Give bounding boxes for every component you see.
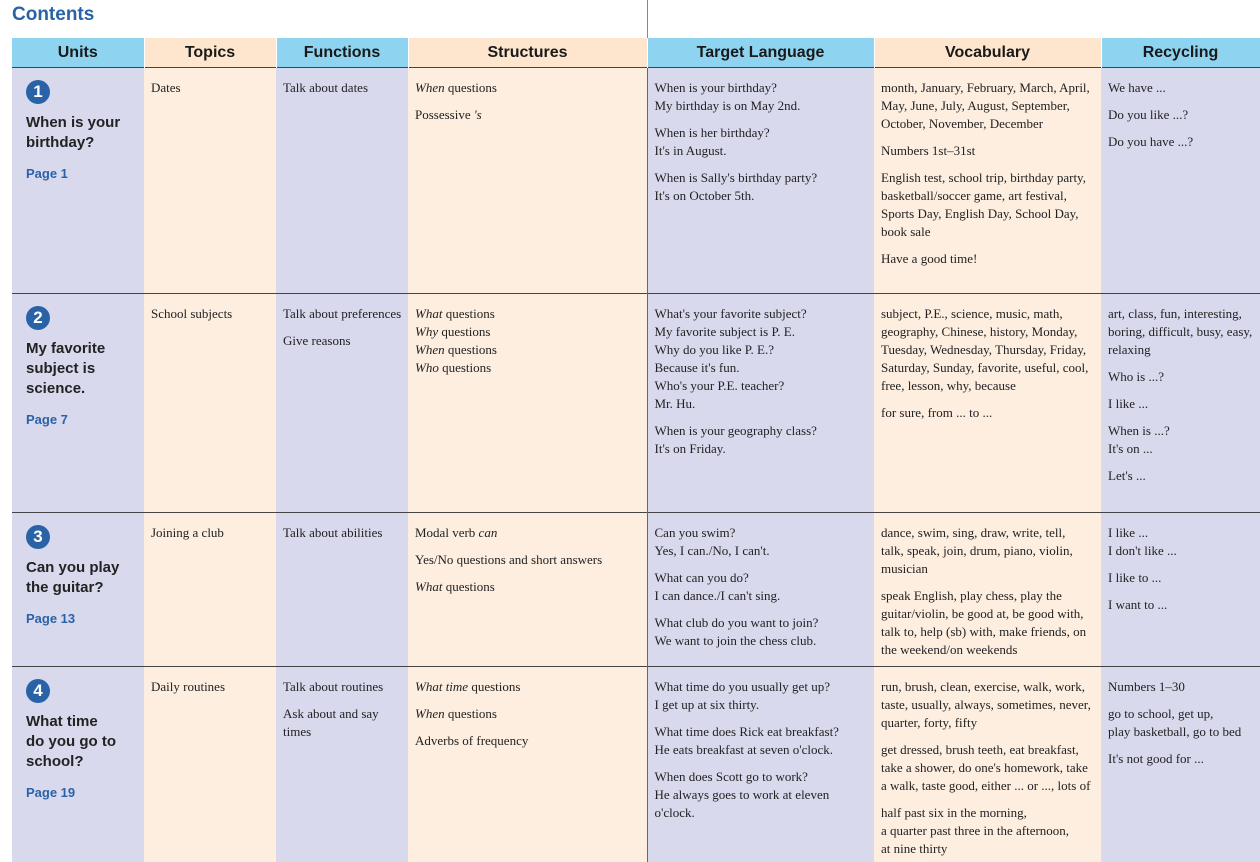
vocabulary-group (881, 305, 1095, 395)
vocabulary-line: talk, speak, join, drum, piano, violin, (881, 542, 1095, 560)
recycling-group (1108, 467, 1254, 485)
target-language-line: My birthday is on May 2nd. (655, 97, 869, 115)
functions-cell (276, 68, 408, 294)
unit-title (26, 339, 138, 399)
target-language-line: What time does Rick eat breakfast? (655, 723, 869, 741)
target-language-line: My favorite subject is P. E. (655, 323, 869, 341)
target-language-line: I get up at six thirty. (655, 696, 869, 714)
structure-text: questions (442, 579, 494, 594)
structure-item (415, 359, 641, 377)
header-recycling: Recycling (1101, 38, 1260, 68)
recycling-line: Numbers 1–30 (1108, 678, 1254, 696)
vocabulary-line: speak English, play chess, play the (881, 587, 1095, 605)
header-target-language: Target Language (647, 38, 874, 68)
structure-italic: 's (474, 107, 482, 122)
target-language-line: I can dance./I can't sing. (655, 587, 869, 605)
unit-title-line: science. (26, 379, 138, 399)
recycling-group (1108, 368, 1254, 386)
structure-italic: Why (415, 324, 438, 339)
vocabulary-group (881, 142, 1095, 160)
target-language-line: We want to join the chess club. (655, 632, 869, 650)
target-language-line: It's on Friday. (655, 440, 869, 458)
structure-text: questions (445, 706, 497, 721)
unit-title (26, 712, 138, 772)
recycling-line: boring, difficult, busy, easy, (1108, 323, 1254, 341)
units-cell (12, 513, 144, 667)
unit-title-line: birthday? (26, 133, 138, 153)
unit-title-line: do you go to (26, 732, 138, 752)
vocabulary-group (881, 524, 1095, 578)
target-language-line: What time do you usually get up? (655, 678, 869, 696)
structure-italic: can (479, 525, 498, 540)
structures-cell (408, 294, 647, 513)
unit-title (26, 113, 138, 153)
vocabulary-line: for sure, from ... to ... (881, 404, 1095, 422)
recycling-group (1108, 524, 1254, 560)
unit-title-line: Can you play (26, 558, 138, 578)
header-vocabulary: Vocabulary (874, 38, 1101, 68)
vocabulary-line: half past six in the morning, (881, 804, 1095, 822)
vocabulary-line: talk to, help (sb) with, make friends, on (881, 623, 1095, 641)
structure-text: Adverbs of frequency (415, 733, 528, 748)
header-row (12, 38, 1260, 68)
target-language-group (655, 79, 869, 115)
header-topics: Topics (144, 38, 276, 68)
recycling-group (1108, 79, 1254, 97)
topic-cell: Dates (144, 68, 276, 294)
target-language-group (655, 614, 869, 650)
recycling-line: I don't like ... (1108, 542, 1254, 560)
vocabulary-line: dance, swim, sing, draw, write, tell, (881, 524, 1095, 542)
structure-italic: When (415, 342, 445, 357)
recycling-line: I like ... (1108, 395, 1254, 413)
vocabulary-line: free, lesson, why, because (881, 377, 1095, 395)
target-language-line: What's your favorite subject? (655, 305, 869, 323)
vocabulary-line: Saturday, Sunday, favorite, useful, cool, (881, 359, 1095, 377)
target-language-cell (647, 68, 874, 294)
target-language-line: Why do you like P. E.? (655, 341, 869, 359)
structure-item (415, 705, 641, 723)
target-language-line: What club do you want to join? (655, 614, 869, 632)
structure-italic: When (415, 706, 445, 721)
vocabulary-line: Tuesday, Wednesday, Thursday, Friday, (881, 341, 1095, 359)
recycling-group (1108, 422, 1254, 458)
structure-italic: What (415, 579, 442, 594)
vocabulary-line: the weekend/on weekends (881, 641, 1095, 659)
vocabulary-line: a walk, taste good, either ... or ..., lots of (881, 777, 1095, 795)
functions-cell (276, 294, 408, 513)
target-language-line: It's on October 5th. (655, 187, 869, 205)
target-language-line: Because it's fun. (655, 359, 869, 377)
vocabulary-line: month, January, February, March, April, (881, 79, 1095, 97)
vocabulary-line: geography, Chinese, history, Monday, (881, 323, 1095, 341)
vocabulary-line: musician (881, 560, 1095, 578)
unit-title-line: What time (26, 712, 138, 732)
functions-cell (276, 667, 408, 862)
structure-item (415, 524, 641, 542)
recycling-group (1108, 305, 1254, 359)
structure-italic: Who (415, 360, 439, 375)
target-language-line: He always goes to work at eleven (655, 786, 869, 804)
recycling-cell (1101, 294, 1260, 513)
target-language-line: Yes, I can./No, I can't. (655, 542, 869, 560)
vocabulary-line: May, June, July, August, September, (881, 97, 1095, 115)
function-item: Give reasons (283, 332, 402, 350)
recycling-line: It's not good for ... (1108, 750, 1254, 768)
function-item: Talk about dates (283, 79, 402, 97)
target-language-group (655, 305, 869, 413)
vocabulary-line: run, brush, clean, exercise, walk, work, (881, 678, 1095, 696)
target-language-group (655, 768, 869, 822)
recycling-line: I like to ... (1108, 569, 1254, 587)
vocabulary-line: October, November, December (881, 115, 1095, 133)
structure-text: questions (438, 324, 490, 339)
recycling-line: go to school, get up, (1108, 705, 1254, 723)
structure-text: Modal verb (415, 525, 479, 540)
structure-text: questions (445, 80, 497, 95)
units-cell (12, 68, 144, 294)
target-language-line: When is your birthday? (655, 79, 869, 97)
target-language-cell (647, 667, 874, 862)
vocabulary-group (881, 169, 1095, 241)
topic-cell: Daily routines (144, 667, 276, 862)
recycling-line: play basketball, go to bed (1108, 723, 1254, 741)
target-language-line: When is her birthday? (655, 124, 869, 142)
unit-title-line: When is your (26, 113, 138, 133)
target-language-cell (647, 294, 874, 513)
structure-italic: What time (415, 679, 468, 694)
recycling-group (1108, 133, 1254, 151)
structure-item (415, 551, 641, 569)
target-language-cell (647, 513, 874, 667)
unit-row-2 (12, 294, 1260, 513)
vocabulary-line: at nine thirty (881, 840, 1095, 858)
header-units: Units (12, 38, 144, 68)
vocabulary-cell (874, 68, 1101, 294)
vocabulary-line: quarter, forty, fifty (881, 714, 1095, 732)
topic-cell: School subjects (144, 294, 276, 513)
function-item: Ask about and say times (283, 705, 402, 741)
page-divider (647, 0, 648, 38)
target-language-group (655, 569, 869, 605)
structures-cell (408, 513, 647, 667)
recycling-group (1108, 705, 1254, 741)
structure-item (415, 732, 641, 750)
structure-text: Possessive (415, 107, 474, 122)
recycling-group (1108, 395, 1254, 413)
function-item: Talk about abilities (283, 524, 402, 542)
unit-number-badge: 3 (26, 525, 50, 549)
function-item: Talk about preferences (283, 305, 402, 323)
vocabulary-cell (874, 667, 1101, 862)
vocabulary-group (881, 804, 1095, 858)
structure-item (415, 578, 641, 596)
target-language-line: Mr. Hu. (655, 395, 869, 413)
recycling-line: Who is ...? (1108, 368, 1254, 386)
recycling-group (1108, 596, 1254, 614)
unit-title (26, 558, 138, 598)
recycling-cell (1101, 513, 1260, 667)
structures-cell (408, 68, 647, 294)
target-language-line: He eats breakfast at seven o'clock. (655, 741, 869, 759)
target-language-line: Who's your P.E. teacher? (655, 377, 869, 395)
vocabulary-line: take a shower, do one's homework, take (881, 759, 1095, 777)
unit-row-4 (12, 667, 1260, 862)
vocabulary-line: get dressed, brush teeth, eat breakfast, (881, 741, 1095, 759)
target-language-line: Can you swim? (655, 524, 869, 542)
target-language-group (655, 524, 869, 560)
vocabulary-line: Sports Day, English Day, School Day, (881, 205, 1095, 223)
target-language-line: o'clock. (655, 804, 869, 822)
vocabulary-group (881, 741, 1095, 795)
vocabulary-group (881, 404, 1095, 422)
units-cell (12, 294, 144, 513)
unit-page-link: Page 19 (26, 784, 138, 802)
header-structures: Structures (408, 38, 647, 68)
vocabulary-line: a quarter past three in the afternoon, (881, 822, 1095, 840)
structure-item (415, 79, 641, 97)
vocabulary-group (881, 587, 1095, 659)
recycling-line: Do you have ...? (1108, 133, 1254, 151)
structure-italic: What (415, 306, 442, 321)
target-language-line: What can you do? (655, 569, 869, 587)
unit-row-1 (12, 68, 1260, 294)
unit-number-badge: 1 (26, 80, 50, 104)
header-functions: Functions (276, 38, 408, 68)
target-language-group (655, 169, 869, 205)
structure-text: Yes/No questions and short answers (415, 552, 602, 567)
target-language-line: When is Sally's birthday party? (655, 169, 869, 187)
function-item: Talk about routines (283, 678, 402, 696)
vocabulary-cell (874, 294, 1101, 513)
target-language-group (655, 678, 869, 714)
structure-item (415, 678, 641, 696)
recycling-line: When is ...? (1108, 422, 1254, 440)
recycling-line: I want to ... (1108, 596, 1254, 614)
structures-cell (408, 667, 647, 862)
unit-number-badge: 4 (26, 679, 50, 703)
recycling-line: I like ... (1108, 524, 1254, 542)
unit-title-line: subject is (26, 359, 138, 379)
recycling-line: relaxing (1108, 341, 1254, 359)
structure-text: questions (468, 679, 520, 694)
contents-table (12, 38, 1260, 862)
structure-italic: When (415, 80, 445, 95)
recycling-cell (1101, 667, 1260, 862)
structure-item (415, 106, 641, 124)
functions-cell (276, 513, 408, 667)
structure-item (415, 341, 641, 359)
target-language-group (655, 723, 869, 759)
unit-title-line: the guitar? (26, 578, 138, 598)
structure-text: questions (439, 360, 491, 375)
vocabulary-line: book sale (881, 223, 1095, 241)
vocabulary-group (881, 79, 1095, 133)
unit-title-line: My favorite (26, 339, 138, 359)
vocabulary-cell (874, 513, 1101, 667)
target-language-line: When is your geography class? (655, 422, 869, 440)
unit-page-link: Page 7 (26, 411, 138, 429)
unit-title-line: school? (26, 752, 138, 772)
vocabulary-line: guitar/violin, be good at, be good with, (881, 605, 1095, 623)
target-language-line: It's in August. (655, 142, 869, 160)
recycling-line: It's on ... (1108, 440, 1254, 458)
structure-text: questions (442, 306, 494, 321)
unit-row-3 (12, 513, 1260, 667)
target-language-group (655, 422, 869, 458)
recycling-cell (1101, 68, 1260, 294)
vocabulary-line: taste, usually, always, sometimes, never, (881, 696, 1095, 714)
recycling-line: Do you like ...? (1108, 106, 1254, 124)
unit-page-link: Page 1 (26, 165, 138, 183)
recycling-line: We have ... (1108, 79, 1254, 97)
structure-text: questions (445, 342, 497, 357)
recycling-group (1108, 569, 1254, 587)
recycling-line: art, class, fun, interesting, (1108, 305, 1254, 323)
vocabulary-group (881, 250, 1095, 268)
topic-cell: Joining a club (144, 513, 276, 667)
recycling-group (1108, 678, 1254, 696)
vocabulary-line: basketball/soccer game, art festival, (881, 187, 1095, 205)
vocabulary-line: Numbers 1st–31st (881, 142, 1095, 160)
vocabulary-line: subject, P.E., science, music, math, (881, 305, 1095, 323)
units-cell (12, 667, 144, 862)
vocabulary-group (881, 678, 1095, 732)
vocabulary-line: English test, school trip, birthday party, (881, 169, 1095, 187)
page-title: Contents (12, 4, 94, 26)
unit-page-link: Page 13 (26, 610, 138, 628)
unit-number-badge: 2 (26, 306, 50, 330)
recycling-group (1108, 106, 1254, 124)
target-language-group (655, 124, 869, 160)
recycling-line: Let's ... (1108, 467, 1254, 485)
recycling-group (1108, 750, 1254, 768)
target-language-line: When does Scott go to work? (655, 768, 869, 786)
vocabulary-line: Have a good time! (881, 250, 1095, 268)
structure-item (415, 305, 641, 323)
structure-item (415, 323, 641, 341)
